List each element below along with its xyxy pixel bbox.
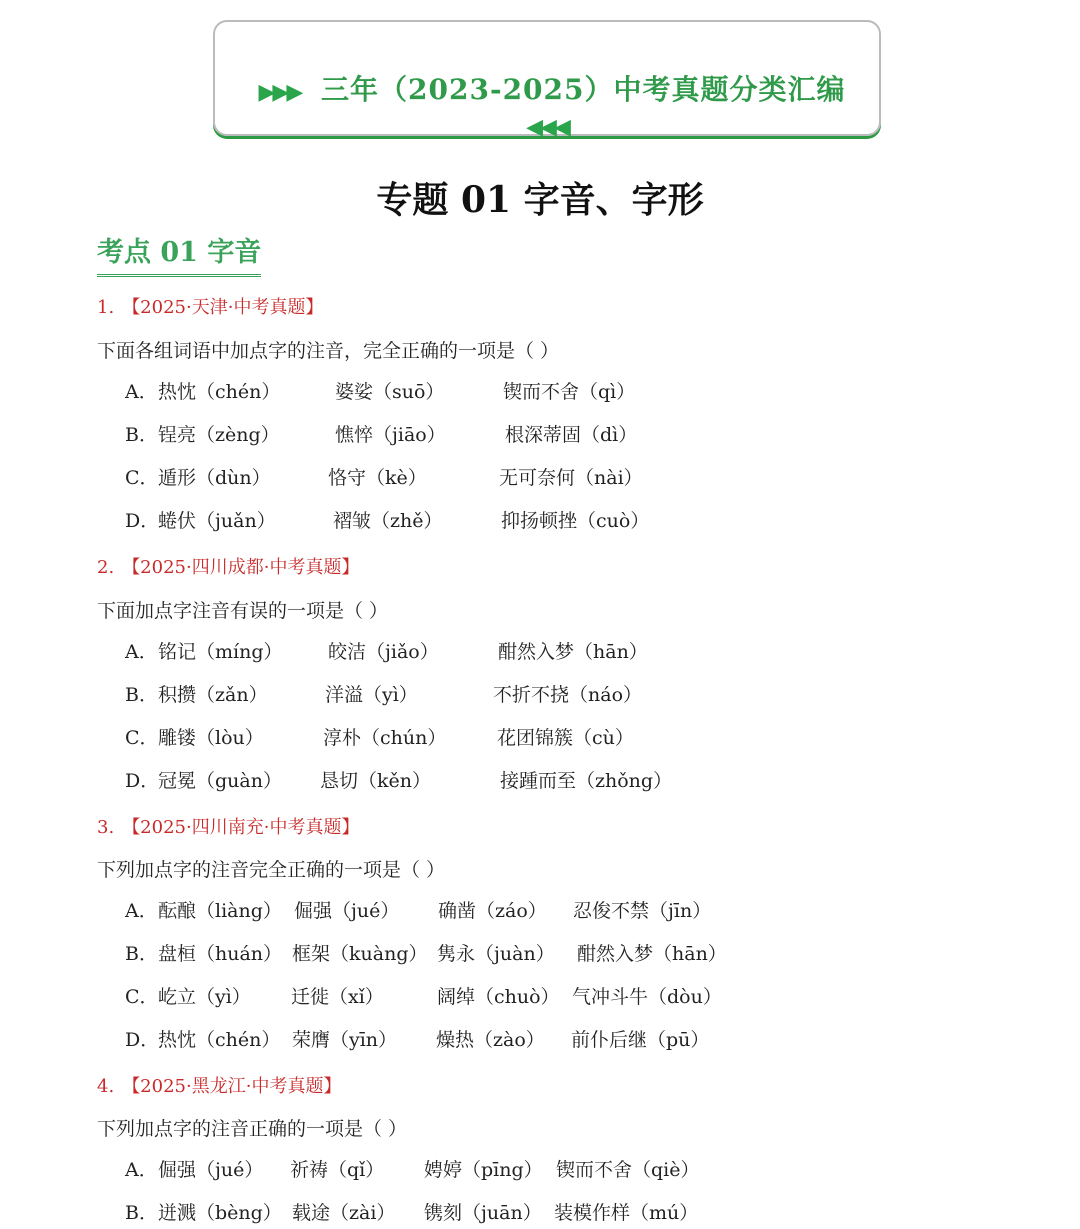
option-item: 淳朴（chún） [323, 727, 447, 749]
option-item: 载途（zài） [292, 1202, 396, 1224]
option-item: 憔悴（jiāo） [335, 424, 446, 446]
option-item: 酣然入梦（hān） [498, 641, 648, 663]
option-item: 皎洁（jiǎo） [328, 641, 439, 663]
question-1-header [97, 293, 323, 319]
option-item: 屹立（yì） [158, 986, 251, 1008]
option-label: B． [125, 943, 158, 965]
option-item: 燥热（zào） [436, 1029, 545, 1051]
option-item: 遁形（dùn） [158, 467, 271, 489]
option-item: 装模作样（mú） [554, 1202, 699, 1224]
option-item: 荣膺（yīn） [292, 1029, 398, 1051]
question-2-header [97, 553, 359, 579]
option-item: 冠冕（guàn） [158, 770, 282, 792]
option-item: 不折不挠（náo） [493, 684, 643, 706]
question-number: 2. [97, 557, 115, 578]
section-heading: 考点 01 字音 [97, 236, 261, 277]
banner-title [215, 68, 879, 141]
option-item: 铭记（míng） [158, 641, 283, 663]
option-item: 阔绰（chuò） [437, 986, 560, 1008]
page-title: 专题 01 字音、字形 [376, 179, 704, 221]
option-label: C． [125, 986, 159, 1008]
right-arrows-icon: ▶▶▶ [258, 79, 301, 105]
option-item: 蜷伏（juǎn） [158, 510, 276, 532]
question-number: 3. [97, 817, 115, 838]
option-item: 迁徙（xǐ） [291, 986, 384, 1008]
option-item: 祈祷（qǐ） [290, 1159, 385, 1181]
option-item: 酣然入梦（hān） [577, 943, 727, 965]
option-item: 花团锦簇（cù） [497, 727, 634, 749]
option-item: 婆娑（suō） [335, 381, 445, 403]
option-label: A． [125, 641, 158, 663]
option-item: 恪守（kè） [328, 467, 427, 489]
option-item: 锲而不舍（qiè） [556, 1159, 700, 1181]
option-label: C． [125, 467, 159, 489]
option-item: 恳切（kěn） [320, 770, 431, 792]
option-label: A． [125, 381, 158, 403]
header-banner [213, 20, 881, 140]
option-label: B． [125, 424, 158, 446]
option-label: C． [125, 727, 159, 749]
question-4-header [97, 1072, 341, 1098]
option-item: 抑扬顿挫（cuò） [501, 510, 650, 532]
question-source: 【2025·四川南充·中考真题】 [122, 817, 360, 838]
question-2-stem: 下面加点字注音有误的一项是（ ） [97, 600, 389, 622]
question-source: 【2025·天津·中考真题】 [122, 297, 324, 318]
option-item: 洋溢（yì） [325, 684, 418, 706]
option-item: 框架（kuàng） [292, 943, 428, 965]
question-1-stem: 下面各组词语中加点字的注音，完全正确的一项是（ ） [97, 340, 560, 362]
option-label: D． [125, 770, 160, 792]
option-item: 忍俊不禁（jīn） [573, 900, 712, 922]
option-label: B． [125, 684, 158, 706]
option-item: 确凿（záo） [438, 900, 547, 922]
option-item: 酝酿（liàng） [158, 900, 282, 922]
option-item: 盘桓（huán） [158, 943, 283, 965]
option-item: 积攒（zǎn） [158, 684, 268, 706]
option-item: 热忱（chén） [158, 1029, 281, 1051]
question-source: 【2025·四川成都·中考真题】 [122, 557, 360, 578]
option-label: D． [125, 510, 160, 532]
option-item: 镌刻（juān） [424, 1202, 542, 1224]
option-item: 倔强（jué） [158, 1159, 264, 1181]
question-3-header [97, 813, 359, 839]
option-item: 锃亮（zèng） [158, 424, 280, 446]
option-label: A． [125, 900, 158, 922]
option-item: 锲而不舍（qì） [503, 381, 636, 403]
option-item: 气冲斗牛（dòu） [572, 986, 722, 1008]
option-item: 娉婷（pīng） [424, 1159, 543, 1181]
option-label: A． [125, 1159, 158, 1181]
option-item: 倔强（jué） [294, 900, 400, 922]
banner-text: 三年（2023-2025）中考真题分类汇编 [321, 73, 846, 106]
question-number: 4. [97, 1076, 115, 1097]
left-arrows-icon: ◀◀◀ [526, 114, 568, 140]
question-source: 【2025·黑龙江·中考真题】 [122, 1076, 342, 1097]
option-item: 雕镂（lòu） [158, 727, 264, 749]
option-item: 无可奈何（nài） [499, 467, 643, 489]
option-item: 前仆后继（pū） [571, 1029, 710, 1051]
option-item: 迸溅（bèng） [158, 1202, 282, 1224]
question-3-stem: 下列加点字的注音完全正确的一项是（ ） [97, 859, 446, 881]
option-item: 接踵而至（zhǒng） [500, 770, 673, 792]
option-item: 热忱（chén） [158, 381, 281, 403]
option-label: B． [125, 1202, 158, 1224]
option-item: 根深蒂固（dì） [505, 424, 638, 446]
question-4-stem: 下列加点字的注音正确的一项是（ ） [97, 1118, 408, 1140]
option-item: 隽永（juàn） [437, 943, 555, 965]
option-item: 褶皱（zhě） [333, 510, 443, 532]
question-number: 1. [97, 297, 115, 318]
option-label: D． [125, 1029, 160, 1051]
